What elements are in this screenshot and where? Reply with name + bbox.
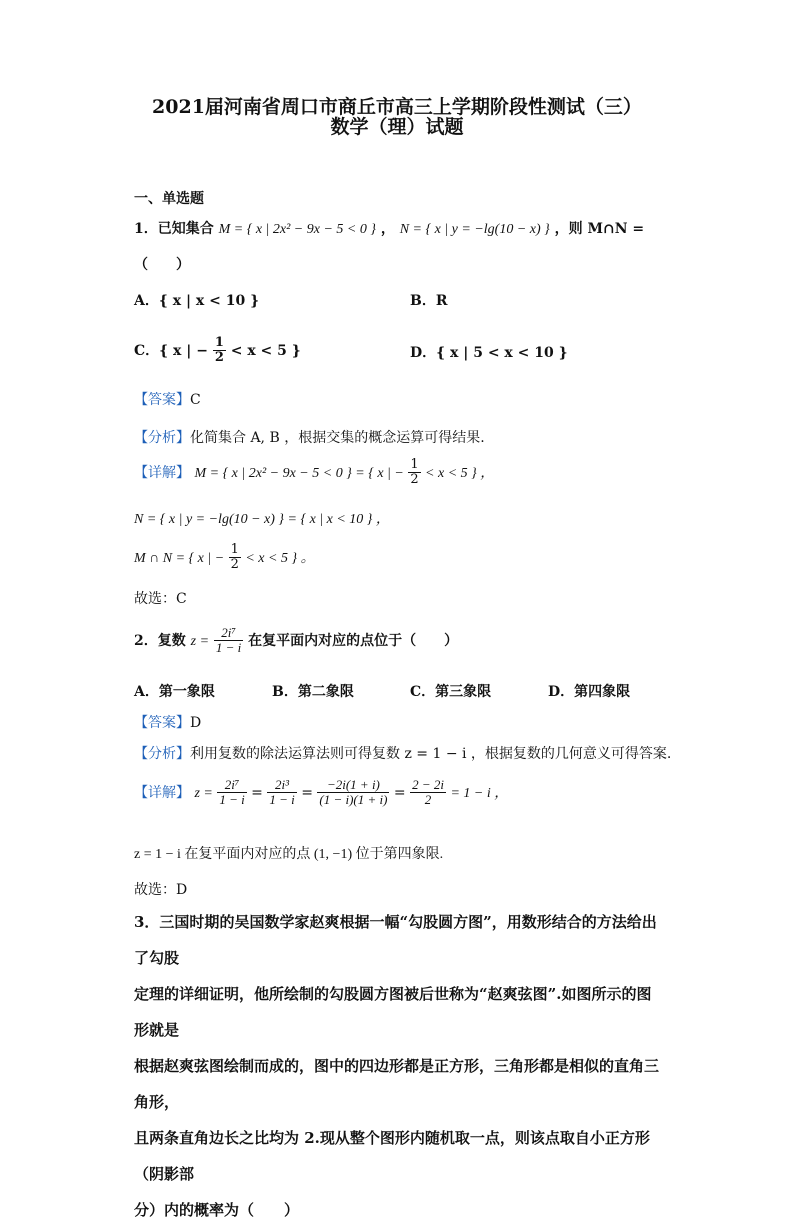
fraction-denominator: (1 − i)(1 + i)	[319, 792, 388, 808]
fraction-denominator: 2	[230, 557, 239, 573]
q2-number: 2．复数	[134, 632, 186, 649]
fraction-denominator: 2	[410, 472, 419, 488]
q3-line: 且两条直角边长之比均为 2.现从整个图形内随机取一点，则该点取自小正方形（阴影部	[134, 1129, 650, 1183]
q1-paren: （ ）	[134, 257, 190, 273]
q3-line: 定理的详细证明，他所绘制的勾股圆方图被后世称为“赵爽弦图”.如图所示的图形就是	[134, 985, 652, 1039]
fraction-numerator: 1	[230, 542, 239, 557]
q2-fraction	[214, 626, 243, 656]
fraction-numerator: 1	[214, 335, 224, 350]
q1-analysis	[134, 427, 485, 447]
detail-fraction	[267, 778, 296, 808]
fraction-numerator: 2i⁷	[214, 626, 243, 641]
q3-line: 根据赵爽弦图绘制而成的，图中的四边形都是正方形，三角形都是相似的直角三角形，	[134, 1057, 660, 1111]
detail-label: 【详解】	[134, 464, 190, 481]
q1-detail-1	[134, 458, 494, 488]
detail-z: z =	[194, 785, 213, 801]
q1-option-c	[134, 336, 301, 366]
detail-expression: M ∩ N = { x | −	[134, 550, 225, 566]
q1-set-m: M = { x | 2x² − 9x − 5 < 0 }	[218, 222, 376, 237]
q1-set-n: N = { x | y = −lg(10 − x) }	[399, 222, 550, 237]
q1-detail-3	[134, 543, 315, 573]
q1-option-d: D．{ x | 5 < x < 10 }	[410, 345, 568, 361]
q2-option-d: D．第四象限	[548, 684, 631, 700]
fraction-numerator: 2i⁷	[217, 778, 246, 793]
q1-option-b: B．R	[410, 293, 448, 309]
equals-sign: =	[393, 784, 406, 801]
fraction-denominator: 2	[424, 792, 432, 808]
q3-line: 3．三国时期的吴国数学家赵爽根据一幅“勾股圆方图”，用数形结合的方法给出了勾股	[134, 913, 657, 967]
q1-option-a: A．{ x | x < 10 }	[134, 293, 260, 309]
fraction-denominator: 1 − i	[215, 640, 242, 656]
answer-label: 【答案】	[134, 715, 190, 731]
q2-analysis	[134, 743, 671, 763]
q1-option-c-prefix: C．{ x | −	[134, 342, 208, 359]
q1-option-c-suffix: < x < 5 }	[230, 342, 301, 359]
fraction-denominator: 2	[214, 350, 224, 366]
analysis-text: 化简集合 A, B ，根据交集的概念运算可得结果.	[190, 430, 485, 446]
fraction-numerator: −2i(1 + i)	[317, 778, 389, 793]
q3-stem	[134, 904, 664, 1228]
document-title: 2021届河南省周口市商丘市高三上学期阶段性测试（三）	[152, 96, 642, 118]
q3-line: 分）内的概率为（ ）	[134, 1201, 300, 1219]
detail-fraction	[317, 778, 389, 808]
q2-stem	[134, 626, 458, 656]
equals-sign: =	[301, 784, 313, 801]
q2-conclusion: 故选：D	[134, 882, 188, 898]
document-subtitle: 数学（理）试题	[330, 116, 464, 138]
answer-value: C	[190, 392, 201, 408]
q1-answer	[134, 389, 201, 409]
detail-fraction	[229, 543, 241, 573]
q1-option-c-fraction	[213, 336, 226, 366]
q2-tail: 在复平面内对应的点位于（ ）	[248, 632, 459, 649]
analysis-text: 利用复数的除法运算法则可得复数 z = 1 − i ，根据复数的几何意义可得答案.	[190, 746, 672, 762]
q1-conclusion: 故选：C	[134, 591, 187, 607]
detail-fraction	[217, 778, 246, 808]
q2-option-a: A．第一象限	[134, 684, 215, 700]
q1-detail-2: N = { x | y = −lg(10 − x) } = { x | x < 10 } ，	[134, 512, 390, 527]
fraction-numerator: 1	[410, 457, 419, 472]
fraction-numerator: 2 − 2i	[412, 777, 444, 792]
q2-answer	[134, 712, 201, 732]
detail-fraction	[410, 778, 446, 808]
section-heading: 一、单选题	[134, 191, 204, 207]
q2-option-c: C．第三象限	[410, 684, 492, 700]
q2-option-b: B．第二象限	[272, 684, 354, 700]
q2-point-line: z = 1 − i 在复平面内对应的点 (1, −1) 位于第四象限.	[134, 847, 444, 862]
answer-label: 【答案】	[134, 392, 190, 408]
detail-expression: M = { x | 2x² − 9x − 5 < 0 } = { x | −	[194, 465, 404, 481]
q1-comma: ，	[380, 221, 395, 237]
analysis-label: 【分析】	[134, 430, 190, 446]
detail-fraction	[408, 458, 420, 488]
detail-result: = 1 − i ，	[450, 785, 509, 801]
detail-label: 【详解】	[134, 784, 190, 801]
q1-number: 1．已知集合	[134, 221, 214, 237]
q2-z: z =	[190, 633, 210, 649]
q1-stem	[134, 218, 644, 238]
fraction-numerator: 2i³	[267, 778, 296, 793]
analysis-label: 【分析】	[134, 746, 190, 762]
detail-expression-tail: < x < 5 } ，	[425, 465, 495, 481]
equals-sign: =	[251, 784, 263, 801]
q1-tail: ，则 M∩N =	[554, 221, 645, 237]
answer-value: D	[190, 715, 202, 731]
fraction-denominator: 1 − i	[269, 792, 295, 808]
detail-expression-tail: < x < 5 } 。	[245, 550, 315, 566]
fraction-denominator: 1 − i	[219, 792, 245, 808]
q2-detail-1	[134, 778, 508, 808]
